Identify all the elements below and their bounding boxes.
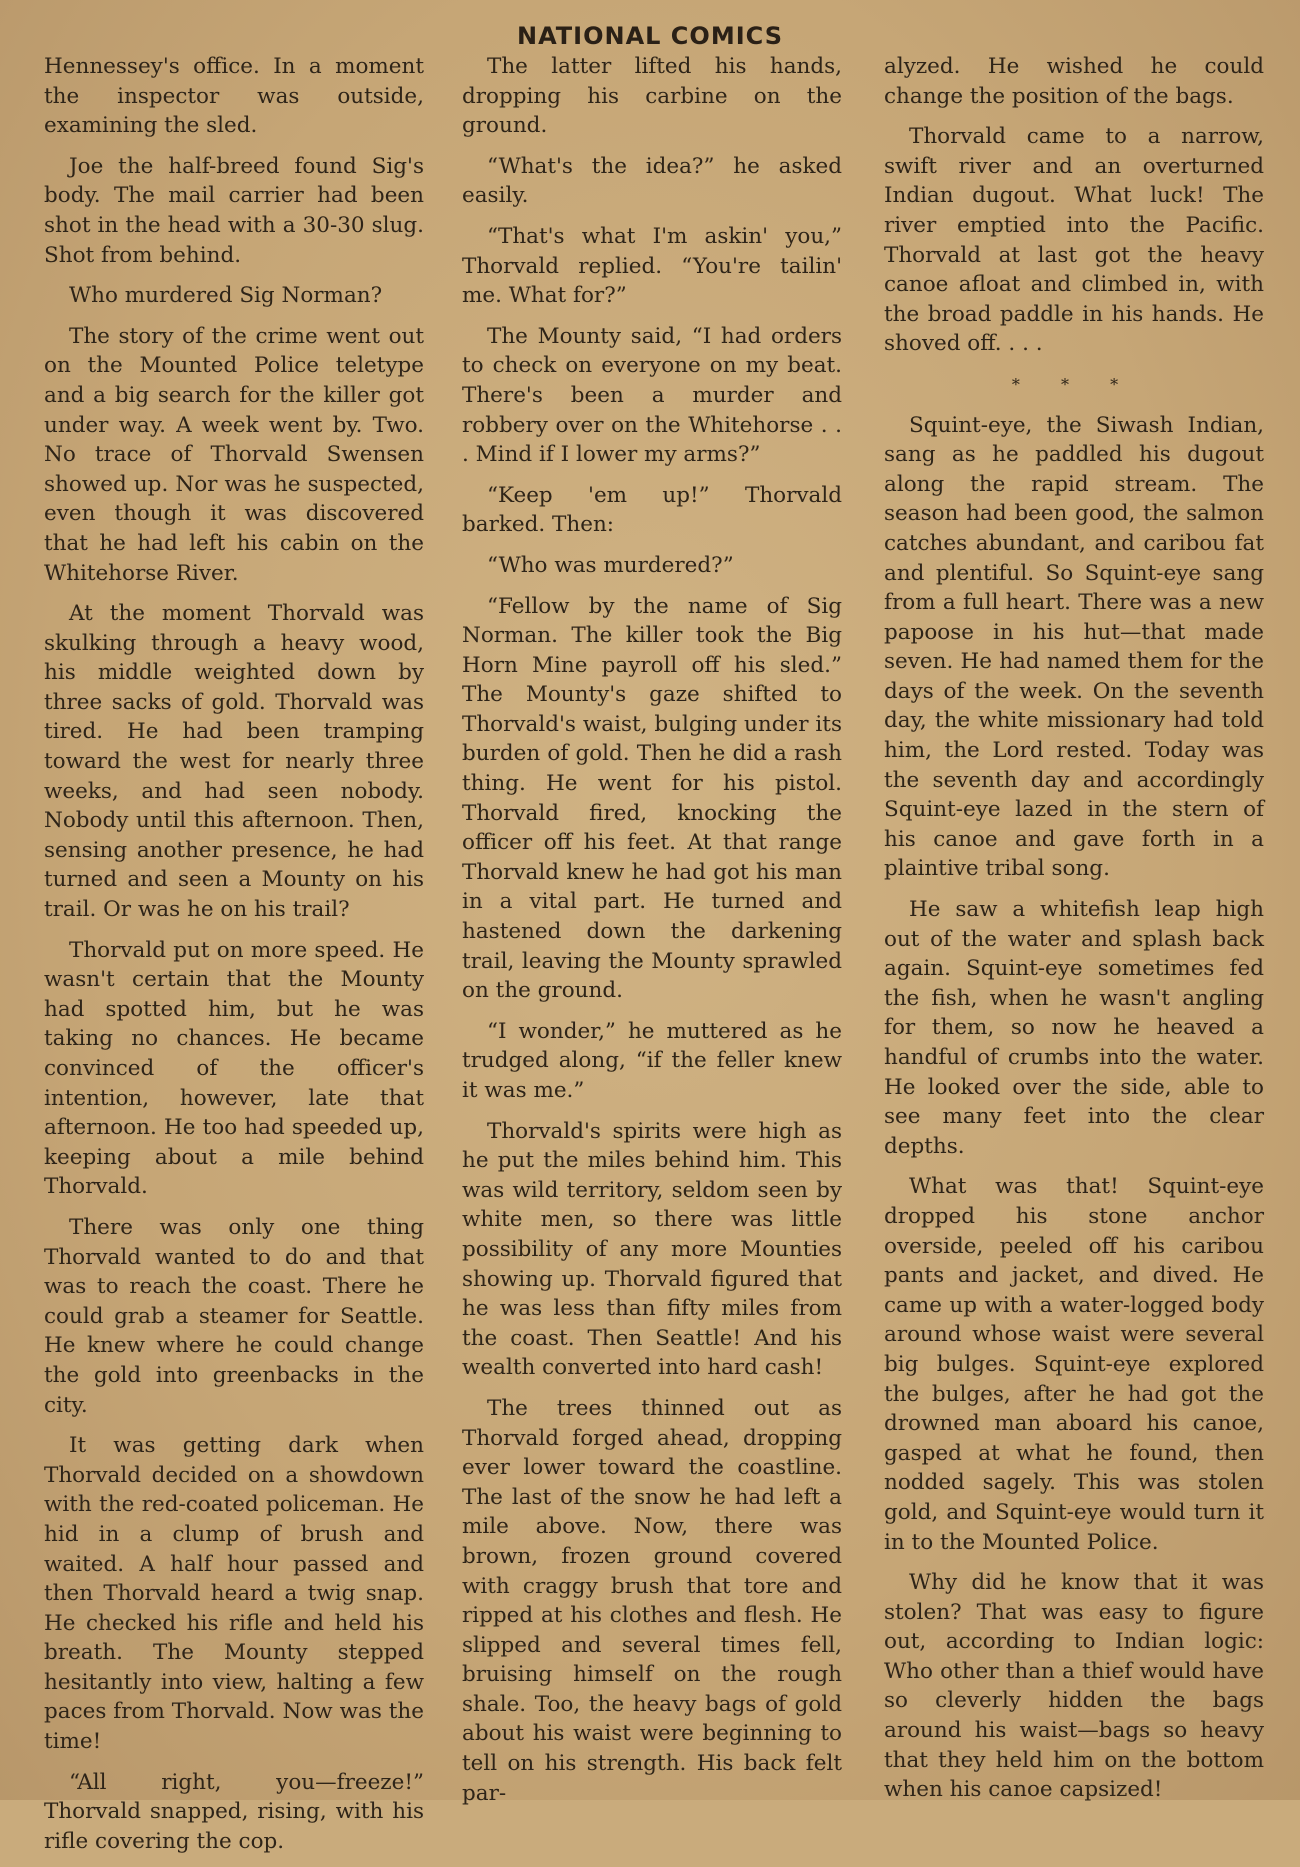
paragraph: “That's what I'm askin' you,” Thorvald replied. “You're tailin' me. What for?” — [462, 223, 842, 309]
page-header: NATIONAL COMICS — [517, 22, 783, 50]
paragraph: At the moment Thorvald was skulking through a heavy wood, his middle weighted down by three sacks of gold. Thorvald was tired. He had been tramping toward the west for nearly three weeks, and had seen nobody. Nobody until this afternoon. Then, sensing another presence, he had turned and seen a Mounty on his trail. Or was he on his trail? — [44, 601, 424, 923]
paragraph: “What's the idea?” he asked easily. — [462, 153, 842, 209]
paragraph: The latter lifted his hands, dropping his carbine on the ground. — [462, 54, 842, 139]
paragraph: Why did he know that it was stolen? That was easy to figure out, according to Indian logic: Who other than a thief would have so cleverly hidden the bags around his waist—bags so heavy that they held him on the bottom when his canoe capsized! — [884, 1570, 1264, 1803]
section-divider: * * * — [1011, 374, 1137, 394]
paragraph: What was that! Squint-eye dropped his stone anchor overside, peeled off his caribou pants and jacket, and dived. He came up with a water-logged body around whose waist were several big bulges. Squint-eye explored the bulges, after he had got the drowned man aboard his canoe, gasped at what he found, then nodded sagely. This was stolen gold, and Squint-eye would turn it in to the Mounted Police. — [884, 1174, 1264, 1555]
paragraph: Thorvald put on more speed. He wasn't certain that the Mounty had spotted him, but he was taking no chances. He became convinced of the officer's intention, however, late that afternoon. He too had speeded up, keeping about a mile behind Thorvald. — [44, 937, 424, 1200]
paragraph: alyzed. He wished he could change the position of the bags. — [884, 54, 1264, 109]
paragraph: “Keep 'em up!” Thorvald barked. Then: — [462, 482, 842, 538]
paragraph: “I wonder,” he muttered as he trudged along, “if the feller knew it was me.” — [462, 1018, 842, 1103]
paragraph: “Who was murdered?” — [487, 552, 734, 578]
paragraph: Hennessey's office. In a moment the inspector was outside, examining the sled. — [44, 54, 424, 139]
text-column-2 — [462, 52, 842, 1819]
paragraph: Who murdered Sig Norman? — [69, 283, 383, 309]
paragraph: There was only one thing Thorvald wanted to do and that was to reach the coast. There he could grab a steamer for Seattle. He knew where he could change the gold into greenbacks in the city. — [44, 1214, 424, 1418]
paragraph: Joe the half-breed found Sig's body. The mail carrier had been shot in the head with a 30-30 slug. Shot from behind. — [44, 153, 424, 268]
paragraph: Thorvald's spirits were high as he put the miles behind him. This was wild territory, seldom seen by white men, so there was little possibility of any more Mounties showing up. Thorvald figured that he was less than fifty miles from the coast. Then Seattle! And his wealth converted into hard cash! — [462, 1118, 842, 1381]
paragraph: Thorvald came to a narrow, swift river and an overturned Indian dugout. What luck! The river emptied into the Pacific. Thorvald at last got the heavy canoe afloat and climbed in, with the broad paddle in his hands. He shoved off. . . . — [884, 124, 1264, 357]
text-column-1 — [44, 52, 424, 1867]
text-column-3 — [884, 52, 1264, 1816]
paragraph: “Fellow by the name of Sig Norman. The killer took the Big Horn Mine payroll off his sled.” The Mounty's gaze shifted to Thorvald's waist, bulging under its burden of gold. Then he did a rash thing. He went for his pistol. Thorvald fired, knocking the officer off his feet. At that range Thorvald knew he had got his man in a vital part. He turned and hastened down the darkening trail, leaving the Mounty sprawled on the ground. — [462, 593, 842, 1004]
paragraph: It was getting dark when Thorvald decided on a showdown with the red-coated policeman. He hid in a clump of brush and waited. A half hour passed and then Thorvald heard a twig snap. He checked his rifle and held his breath. The Mounty stepped hesitantly into view, halting a few paces from Thorvald. Now was the time! — [44, 1433, 424, 1755]
paragraph: He saw a whitefish leap high out of the water and splash back again. Squint-eye sometimes fed the fish, when he wasn't angling for them, so now he heaved a handful of crumbs into the water. He looked over the side, able to see many feet into the clear depths. — [884, 897, 1264, 1159]
paragraph: “All right, you—freeze!” Thorvald snapped, rising, with his rifle covering the cop. — [44, 1769, 424, 1854]
paragraph: The trees thinned out as Thorvald forged ahead, dropping ever lower toward the coastline. The last of the snow he had left a mile above. Now, there was brown, frozen ground covered with craggy brush that tore and ripped at his clothes and flesh. He slipped and several times fell, bruising himself on the rough shale. Too, the heavy bags of gold about his waist were beginning to tell on his strength. His back felt par- — [462, 1395, 842, 1806]
paragraph: The story of the crime went out on the Mounted Police teletype and a big search for the killer got under way. A week went by. Two. No trace of Thorvald Swensen showed up. Nor was he suspected, even though it was discovered that he had left his cabin on the Whitehorse River. — [44, 323, 424, 586]
paragraph: Squint-eye, the Siwash Indian, sang as he paddled his dugout along the rapid stream. The season had been good, the salmon catches abundant, and caribou fat and plentiful. So Squint-eye sang from a full heart. There was a new papoose in his hut—that made seven. He had named them for the days of the week. On the seventh day, the white missionary had told him, the Lord rested. Today was the seventh day and accordingly Squint-eye lazed in the stern of his canoe and gave forth in a plaintive tribal song. — [884, 412, 1264, 882]
paragraph: The Mounty said, “I had orders to check on everyone on my beat. There's been a murder and robbery over on the Whitehorse . . . Mind if I lower my arms?” — [462, 323, 842, 468]
